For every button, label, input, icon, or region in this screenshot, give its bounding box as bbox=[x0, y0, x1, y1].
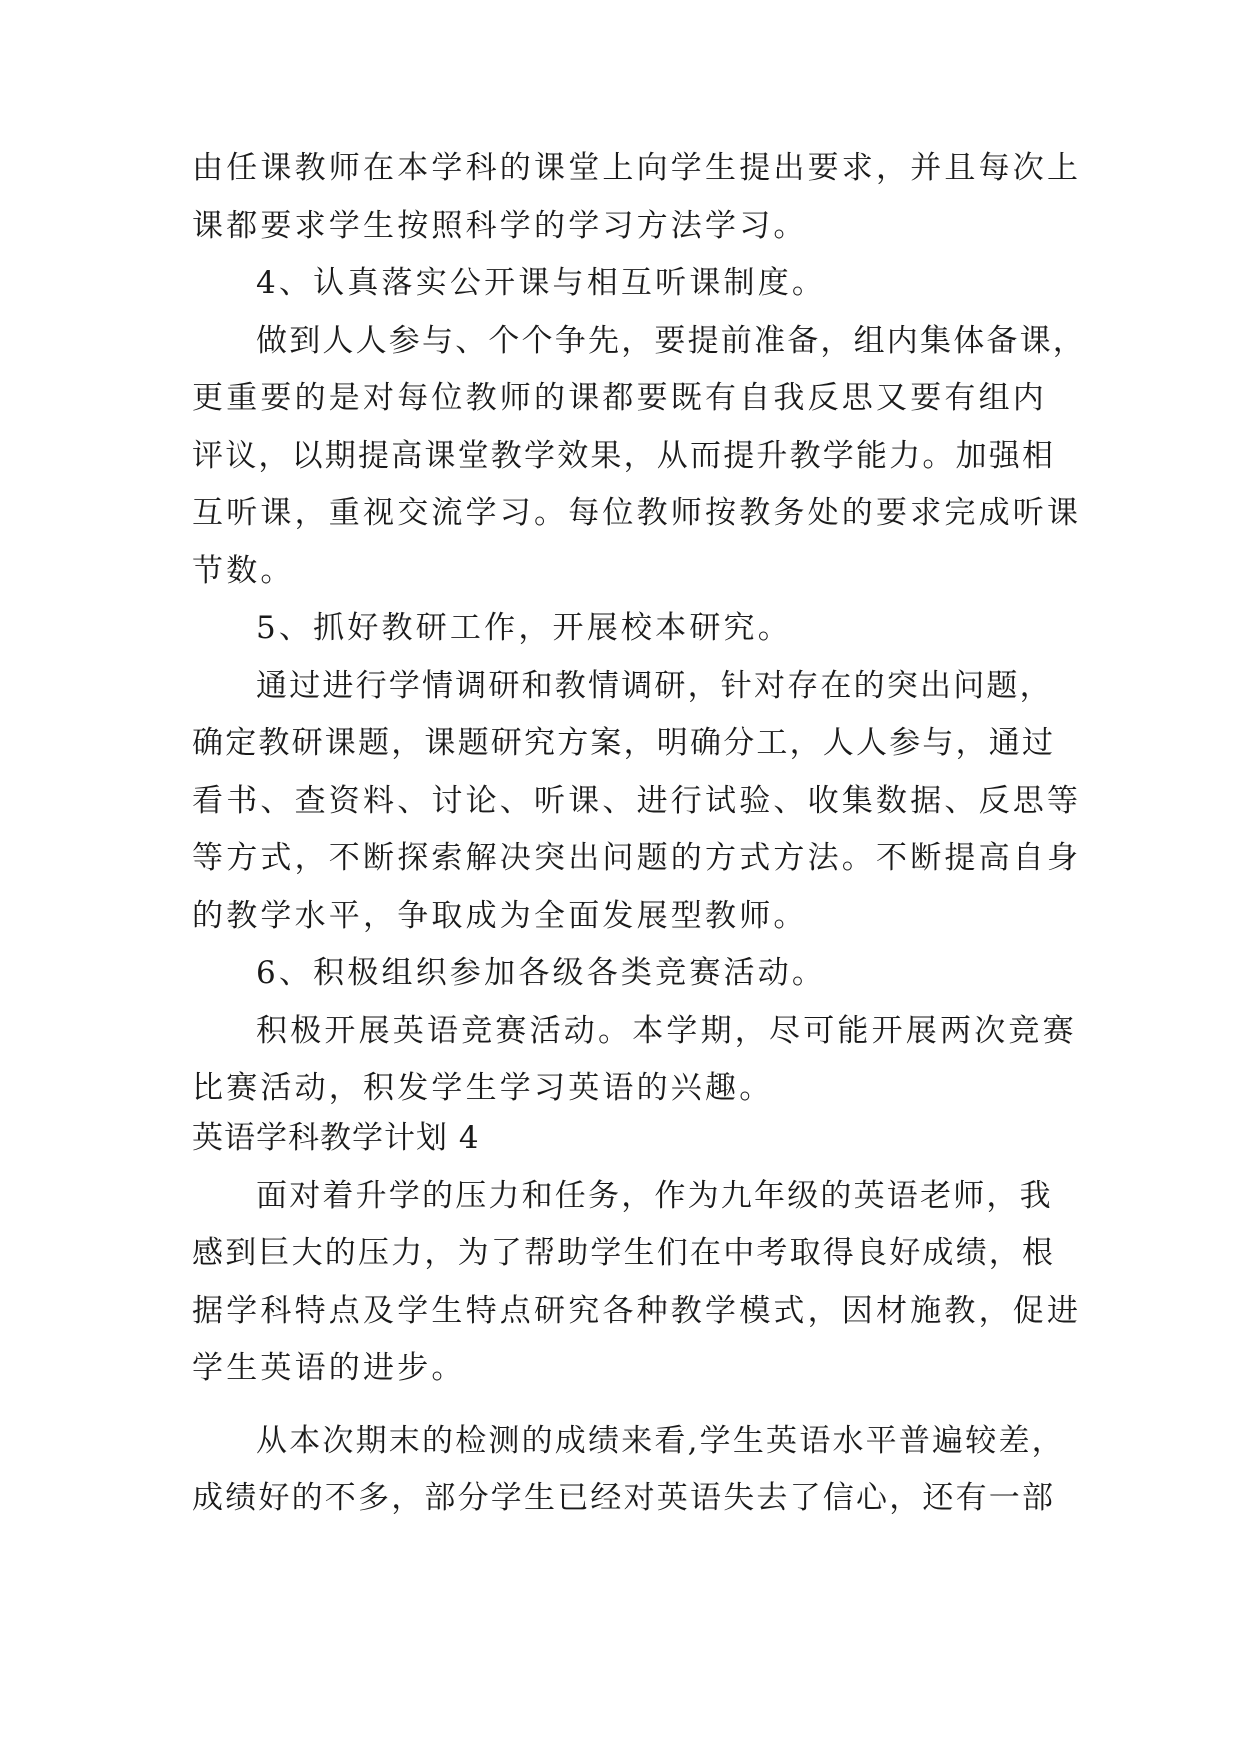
text-line: 的教学水平，争取成为全面发展型教师。 bbox=[192, 898, 808, 934]
section-heading: 6、积极组织参加各级各类竞赛活动。 bbox=[256, 955, 827, 991]
text-line: 学生英语的进步。 bbox=[192, 1350, 466, 1386]
text-line: 确定教研课题，课题研究方案，明确分工，人人参与，通过 bbox=[192, 725, 1056, 761]
text-line: 评议，以期提高课堂教学效果，从而提升教学能力。加强相 bbox=[192, 438, 1056, 474]
text-line: 成绩好的不多，部分学生已经对英语失去了信心，还有一部 bbox=[192, 1480, 1056, 1516]
text-line: 更重要的是对每位教师的课都要既有自我反思又要有组内 bbox=[192, 380, 1047, 416]
text-line: 积极开展英语竞赛活动。本学期，尽可能开展两次竞赛 bbox=[256, 1013, 1077, 1049]
text-line: 从本次期末的检测的成绩来看,学生英语水平普遍较差， bbox=[256, 1423, 1065, 1459]
text-line: 课都要求学生按照科学的学习方法学习。 bbox=[192, 208, 808, 244]
text-line: 等方式，不断探索解决突出问题的方式方法。不断提高自身 bbox=[192, 840, 1082, 876]
text-line: 节数。 bbox=[192, 553, 295, 589]
document-title: 英语学科教学计划 4 bbox=[192, 1120, 480, 1156]
text-line: 比赛活动，积发学生学习英语的兴趣。 bbox=[192, 1070, 774, 1106]
section-heading: 4、认真落实公开课与相互听课制度。 bbox=[256, 265, 827, 301]
text-line: 做到人人参与、个个争先，要提前准备，组内集体备课， bbox=[256, 323, 1086, 359]
section-heading: 5、抓好教研工作，开展校本研究。 bbox=[256, 610, 792, 646]
text-line: 互听课，重视交流学习。每位教师按教务处的要求完成听课 bbox=[192, 495, 1082, 531]
text-line: 看书、查资料、讨论、听课、进行试验、收集数据、反思等 bbox=[192, 783, 1082, 819]
text-line: 由任课教师在本学科的课堂上向学生提出要求，并且每次上 bbox=[192, 150, 1082, 186]
text-line: 通过进行学情调研和教情调研，针对存在的突出问题， bbox=[256, 668, 1053, 704]
text-line: 面对着升学的压力和任务，作为九年级的英语老师，我 bbox=[256, 1178, 1053, 1214]
text-line: 感到巨大的压力，为了帮助学生们在中考取得良好成绩，根 bbox=[192, 1235, 1056, 1271]
text-line: 据学科特点及学生特点研究各种教学模式，因材施教，促进 bbox=[192, 1293, 1082, 1329]
